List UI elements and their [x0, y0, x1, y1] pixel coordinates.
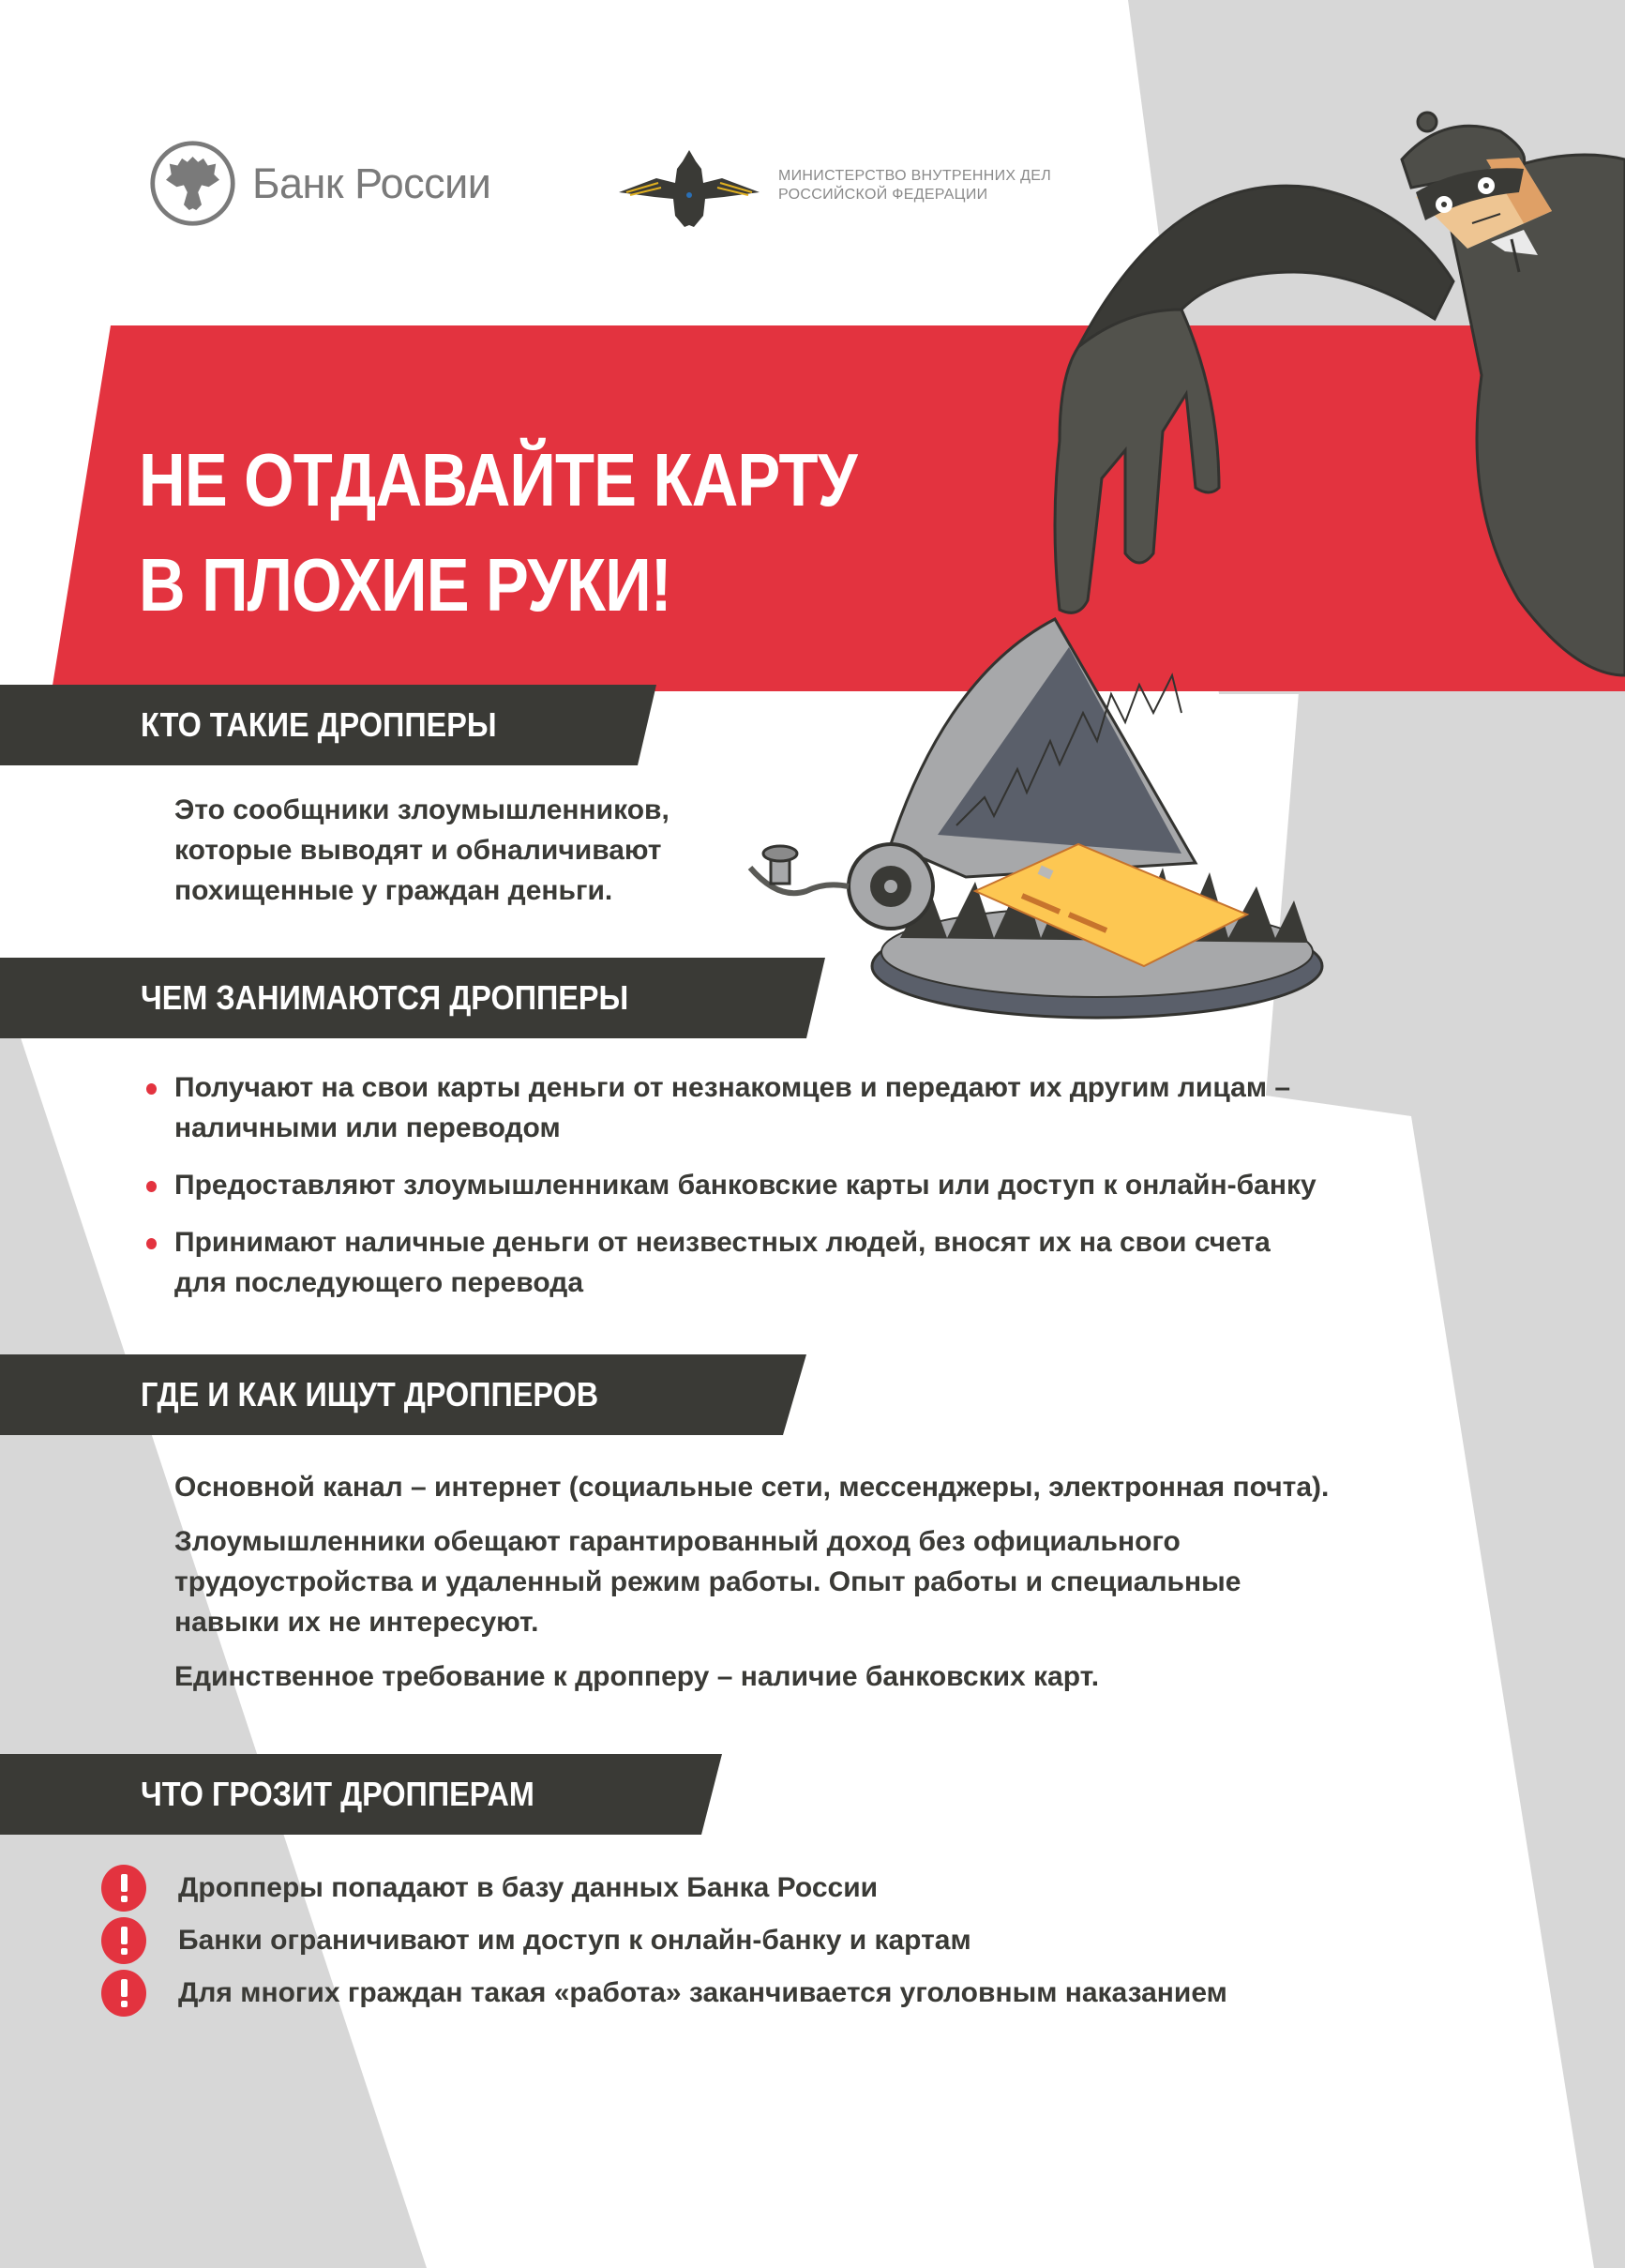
consequence-text: Для многих граждан такая «работа» заканчивается уголовным наказанием: [178, 1977, 1227, 2008]
section-heading: ЧЕМ ЗАНИМАЮТСЯ ДРОППЕРЫ: [141, 978, 629, 1017]
section-header-who: [0, 685, 656, 765]
title-line-2: В ПЛОХИЕ РУКИ!: [139, 543, 671, 627]
title-line-1: НЕ ОТДАВАЙТЕ КАРТУ: [139, 438, 857, 522]
consequence-text: Банки ограничивают им доступ к онлайн-банку и картам: [178, 1925, 971, 1956]
text-line: Принимают наличные деньги от неизвестных людей, вносят их на свои счета: [174, 1227, 1271, 1258]
paragraph: [174, 1521, 1329, 1642]
section-heading: КТО ТАКИЕ ДРОППЕРЫ: [141, 705, 497, 744]
section-heading: ЧТО ГРОЗИТ ДРОППЕРАМ: [141, 1775, 534, 1813]
bullet-dot-icon: [146, 1181, 157, 1192]
double-headed-eagle-icon: [148, 139, 237, 228]
page-title: [139, 428, 857, 638]
text-line: Злоумышленники обещают гарантированный доход без официального: [174, 1526, 1181, 1557]
text-line: Это сообщники злоумышленников,: [174, 794, 670, 825]
mvd-name: [760, 167, 1051, 204]
exclamation-circle-icon: [101, 1970, 146, 2017]
bullet-dot-icon: [146, 1083, 157, 1095]
section-where-body: [174, 1467, 1329, 1711]
section-header-what: [0, 958, 825, 1038]
text-line: для последующего перевода: [174, 1267, 584, 1298]
list-item: [101, 1967, 1227, 2019]
consequence-text: Дропперы попадают в базу данных Банка России: [178, 1872, 879, 1903]
activity-list: [174, 1067, 1317, 1303]
section-header-where: [0, 1354, 806, 1435]
section-heading: ГДЕ И КАК ИЩУТ ДРОППЕРОВ: [141, 1375, 599, 1414]
list-item: [174, 1067, 1317, 1148]
list-item: [101, 1914, 1227, 1967]
bank-of-russia-name: Банк России: [252, 159, 491, 207]
paragraph: [174, 1656, 1329, 1697]
text-line: Основной канал – интернет (социальные сети, мессенджеры, электронная почта).: [174, 1472, 1330, 1503]
paragraph: [174, 1467, 1329, 1507]
list-item: [101, 1862, 1227, 1914]
text-line: навыки их не интересуют.: [174, 1607, 539, 1638]
exclamation-circle-icon: [101, 1917, 146, 1964]
bullet-dot-icon: [146, 1238, 157, 1249]
mvd-name-line2: РОССИЙСКОЙ ФЕДЕРАЦИИ: [778, 186, 988, 203]
section-what-body: [174, 1067, 1317, 1320]
mvd-eagle-icon: [619, 141, 760, 230]
text-line: Единственное требование к дропперу – наличие банковских карт.: [174, 1661, 1100, 1692]
mvd-name-line1: МИНИСТЕРСТВО ВНУТРЕННИХ ДЕЛ: [778, 167, 1052, 184]
mvd-logo: [619, 141, 1051, 230]
text-line: наличными или переводом: [174, 1112, 561, 1143]
section-header-consequences: [0, 1754, 722, 1835]
text-line: трудоустройства и удаленный режим работы. Опыт работы и специальные: [174, 1566, 1241, 1597]
section-who-body: [174, 790, 670, 911]
list-item: [174, 1165, 1317, 1205]
text-line: которые выводят и обналичивают: [174, 835, 662, 866]
exclamation-circle-icon: [101, 1865, 146, 1912]
text-line: похищенные у граждан деньги.: [174, 875, 613, 906]
list-item: [174, 1222, 1317, 1303]
bank-of-russia-logo: [148, 139, 490, 228]
text-line: Получают на свои карты деньги от незнакомцев и передают их другим лицам –: [174, 1072, 1291, 1103]
text-line: Предоставляют злоумышленникам банковские карты или доступ к онлайн-банку: [174, 1170, 1317, 1201]
consequences-list: [101, 1862, 1227, 2019]
